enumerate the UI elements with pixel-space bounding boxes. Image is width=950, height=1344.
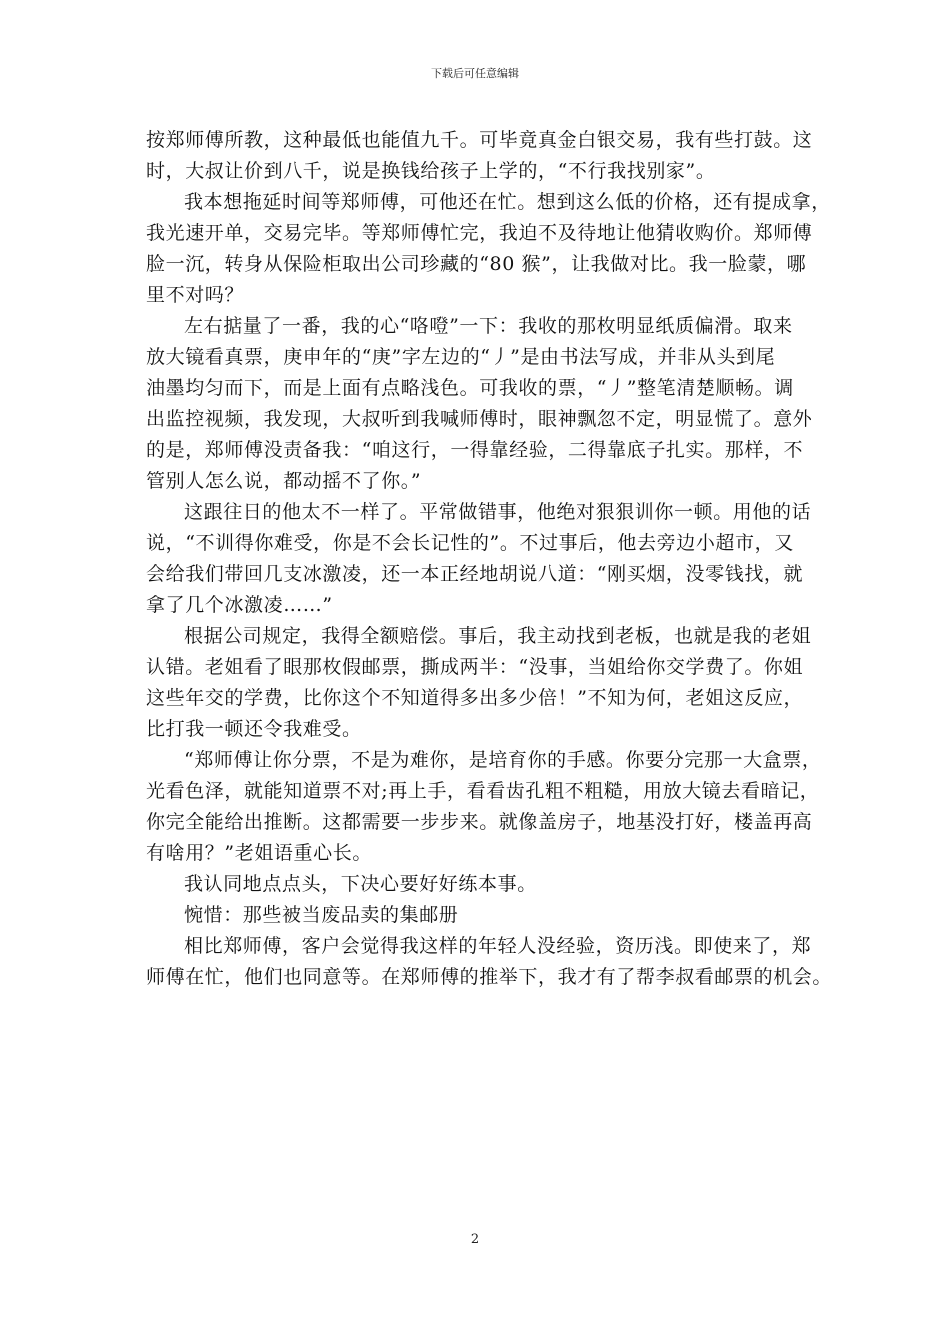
- text-line: 师傅在忙，他们也同意等。在郑师傅的推举下，我才有了帮李叔看邮票的机会。: [146, 966, 833, 988]
- body-text: [146, 125, 833, 993]
- text-line: 管别人怎么说，都动摇不了你。”: [146, 470, 422, 492]
- text-line: 出监控视频，我发现，大叔听到我喊师傅时，眼神飘忽不定，明显慌了。意外: [146, 408, 813, 430]
- paragraph: [146, 311, 816, 497]
- text-line: 这跟往日的他太不一样了。平常做错事，他绝对狠狠训你一顿。用他的话: [184, 501, 812, 523]
- text-line: 我光速开单，交易完毕。等郑师傅忙完，我迫不及待地让他猜收购价。郑师傅: [146, 222, 813, 244]
- text-line: “郑师傅让你分票，不是为难你，是培育你的手感。你要分完那一大盒票，: [184, 749, 822, 771]
- text-line: 根据公司规定，我得全额赔偿。事后，我主动找到老板，也就是我的老姐: [184, 625, 812, 647]
- text-line: 认错。老姐看了眼那枚假邮票，撕成两半：“没事，当姐给你交学费了。你姐: [146, 656, 804, 678]
- text-line: 相比郑师傅，客户会觉得我这样的年轻人没经验，资历浅。即使来了，郑: [184, 935, 812, 957]
- text-line: 这些年交的学费，比你这个不知道得多出多少倍！”不知为何，老姐这反应，: [146, 687, 804, 709]
- text-line: 时，大叔让价到八千，说是换钱给孩子上学的，“不行我找别家”。: [146, 160, 716, 182]
- text-line: 拿了几个冰激凌……”: [146, 594, 333, 616]
- page-header: 下载后可任意编辑: [431, 67, 519, 80]
- paragraph: [146, 869, 816, 900]
- text-line: 有啥用？”老姐语重心长。: [146, 842, 372, 864]
- page-number: 2: [470, 1232, 480, 1247]
- text-line: 油墨均匀而下，而是上面有点略浅色。可我收的票，“丿”整笔清楚顺畅。调: [146, 377, 794, 399]
- text-line: 会给我们带回几支冰激凌，还一本正经地胡说八道：“刚买烟，没零钱找，就: [146, 563, 804, 585]
- text-line: 光看色泽，就能知道票不对;再上手，看看齿孔粗不粗糙，用放大镜去看暗记，: [146, 780, 820, 802]
- paragraph: [146, 125, 816, 187]
- paragraph: [146, 187, 831, 311]
- text-line: 按郑师傅所教，这种最低也能值九千。可毕竟真金白银交易，我有些打鼓。这: [146, 129, 813, 151]
- paragraph: [146, 745, 822, 869]
- paragraph: [146, 931, 833, 993]
- paragraph: [146, 497, 816, 621]
- paragraph: [146, 621, 816, 745]
- text-line: 说，“不训得你难受，你是不会长记性的”。不过事后，他去旁边小超市，又: [146, 532, 794, 554]
- text-line: 你完全能给出推断。这都需要一步步来。就像盖房子，地基没打好，楼盖再高: [146, 811, 813, 833]
- text-line: 惋惜：那些被当废品卖的集邮册: [184, 904, 459, 926]
- text-line: 脸一沉，转身从保险柜取出公司珍藏的“80 猴”，让我做对比。我一脸蒙，哪: [146, 253, 807, 275]
- text-line: 比打我一顿还令我难受。: [146, 718, 362, 740]
- text-line: 我本想拖延时间等郑师傅，可他还在忙。想到这么低的价格，还有提成拿，: [184, 191, 831, 213]
- text-line: 放大镜看真票，庚申年的“庚”字左边的“丿”是由书法写成，并非从头到尾: [146, 346, 776, 368]
- text-line: 左右掂量了一番，我的心“咯噔”一下：我收的那枚明显纸质偏滑。取来: [184, 315, 793, 337]
- text-line: 的是，郑师傅没责备我：“咱这行，一得靠经验，二得靠底子扎实。那样，不: [146, 439, 804, 461]
- text-line: 里不对吗？: [146, 284, 245, 306]
- text-line: 我认同地点点头，下决心要好好练本事。: [184, 873, 537, 895]
- paragraph: [146, 900, 816, 931]
